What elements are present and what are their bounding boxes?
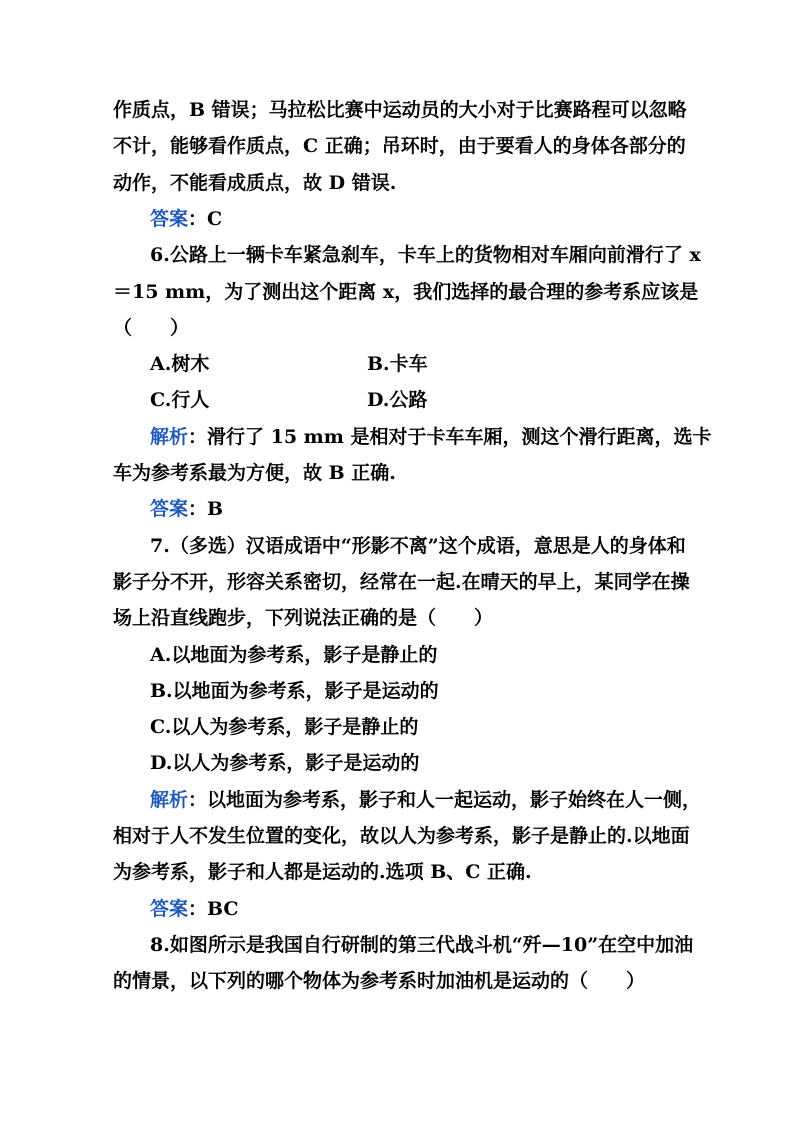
option-a: A.树木	[150, 353, 210, 375]
answer-line	[150, 898, 239, 920]
analysis-label: 解析	[150, 426, 189, 448]
answer-value: ：BC	[188, 898, 239, 920]
analysis-line	[150, 426, 712, 448]
option-b: B.卡车	[367, 353, 428, 375]
analysis-line: 相对于人不发生位置的变化，故以人为参考系，影子是静止的.以地面	[113, 825, 690, 847]
question-stem: 6.公路上一辆卡车紧急刹车，卡车上的货物相对车厢向前滑行了 x	[150, 244, 701, 266]
answer-label: 答案	[150, 898, 189, 920]
question-stem: 8.如图所示是我国自行研制的第三代战斗机“歼—10”在空中加油	[150, 934, 694, 956]
analysis-line	[150, 789, 701, 811]
option-d: D.以人为参考系，影子是运动的	[150, 752, 420, 774]
analysis-line: 为参考系，影子和人都是运动的.选项 B、C 正确.	[113, 861, 532, 883]
answer-label: 答案	[150, 498, 189, 520]
analysis-text: ：以地面为参考系，影子和人一起运动，影子始终在人一侧，	[188, 789, 702, 811]
question-stem: ＝15 mm，为了测出这个距离 x，我们选择的最合理的参考系应该是	[113, 281, 699, 303]
option-b: B.以地面为参考系，影子是运动的	[150, 680, 439, 702]
answer-label: 答案	[150, 208, 189, 230]
question-stem: 7.（多选）汉语成语中“形影不离”这个成语，意思是人的身体和	[150, 535, 686, 557]
question-stem: 场上沿直线跑步，下列说法正确的是（ ）	[113, 607, 494, 629]
text-line: 作质点，B 错误；马拉松比赛中运动员的大小对于比赛路程可以忽略	[113, 99, 687, 121]
analysis-text: ：滑行了 15 mm 是相对于卡车车厢，测这个滑行距离，选卡	[188, 426, 712, 448]
analysis-line: 车为参考系最为方便，故 B 正确.	[113, 462, 396, 484]
answer-line	[150, 208, 222, 230]
text-line: 不计，能够看作质点，C 正确；吊环时，由于要看人的身体各部分的	[113, 135, 686, 157]
answer-line	[150, 498, 223, 520]
option-c: C.行人	[150, 389, 210, 411]
option-c: C.以人为参考系，影子是静止的	[150, 716, 419, 738]
option-d: D.公路	[367, 389, 428, 411]
text-line: 动作，不能看成质点，故 D 错误.	[113, 172, 397, 194]
question-stem: （ ）	[113, 317, 190, 339]
option-a: A.以地面为参考系，影子是静止的	[150, 644, 438, 666]
answer-value: ：C	[188, 208, 223, 230]
question-stem: 影子分不开，形容关系密切，经常在一起.在晴天的早上，某同学在操	[113, 571, 690, 593]
analysis-label: 解析	[150, 789, 189, 811]
question-stem: 的情景，以下列的哪个物体为参考系时加油机是运动的（ ）	[113, 970, 646, 992]
answer-value: ：B	[188, 498, 224, 520]
